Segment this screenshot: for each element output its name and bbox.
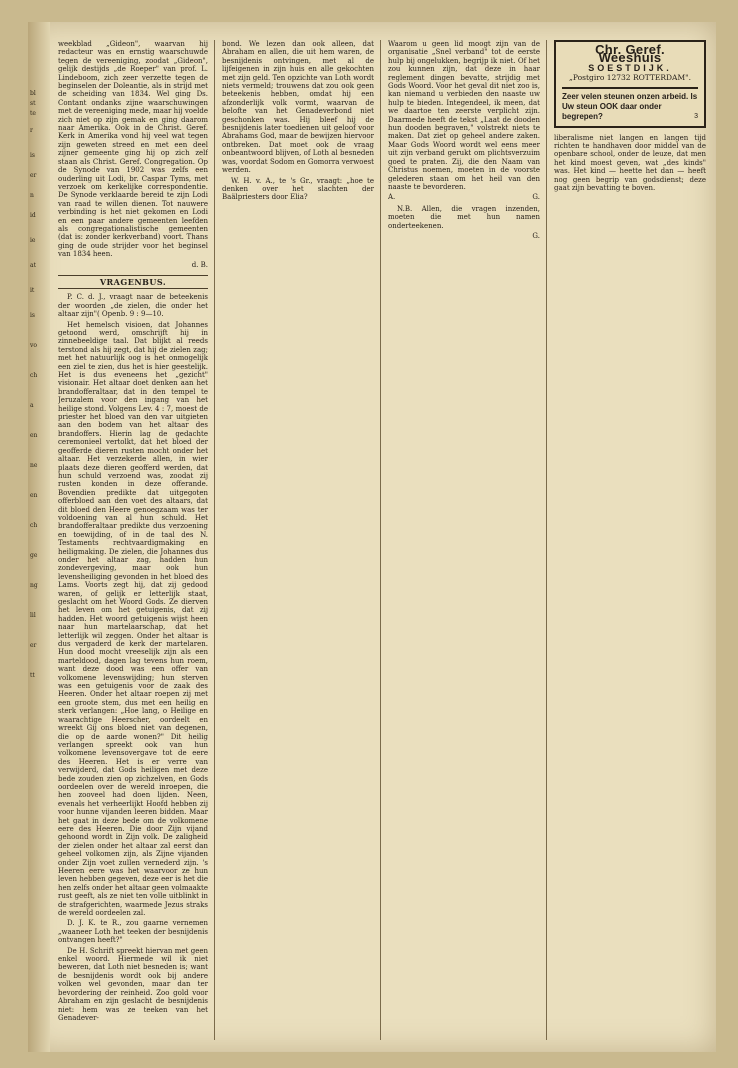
article-paragraph: Waarom u geen lid moogt zijn van de organisatie „Snel verband" tot de eerste hulp bij ongelukken, begrijp ik niet. Of het zou kunnen zijn, dat deze in haar reglement dingen bevatte, strijdig met Gods Woord. Voor het geval dit niet zoo is, kan niemand u verbieden den naaste uw hulp te bieden. Integendeel, ik meen, dat we daartoe ten zeerste verplicht zijn. Daarmede heeft de tekst „Laat de dooden hun dooden begraven," volstrekt niets te maken. Dat ziet op geheel andere zaken. Maar Gods Woord wordt wel eens meer uit zijn verband gerukt om plichtsverzuim goed te praten. Zij, die den Naam van Christus noemen, moeten in de voorste gelederen staan om het heil van den naaste te bevorderen. [388, 40, 540, 191]
column-rule [546, 40, 547, 1040]
ad-subtitle: SOESTDIJK. [588, 62, 672, 73]
column-rule [380, 40, 381, 1040]
gutter-text: ch [30, 372, 38, 379]
gutter-text: at [30, 262, 36, 269]
gutter-text: te [30, 110, 36, 117]
advertisement-box [554, 40, 706, 128]
article-signature [388, 193, 540, 201]
gutter-text: is [30, 152, 35, 159]
column-rule [214, 40, 215, 1040]
section-heading-vragenbus: VRAGENBUS. [58, 275, 208, 289]
article-paragraph: N.B. Allen, die vragen inzenden, moeten die met hun namen onderteekenen. [388, 204, 540, 230]
signature-left: A. [388, 193, 396, 202]
article-paragraph: liberalisme niet langen en langen tijd richten te handhaven door middel van de openbare school, onder de leuze, dat men het kind moest geven, wat „des kinds" was. Het kind — heette het dan — heeft nog geen begrip van godsdienst; deze gaat zijn bevatting te boven. [554, 133, 706, 193]
article-paragraph: Het hemelsch visioen, dat Johannes getoond werd, omschrijft hij in zinnebeeldige taal. Dat blijkt al reeds terstond als hij zegt, dat hij de zielen zag; met het natuurlijk oog is het onmogelijk een ziel te zien, dus het is hier geestelijk. Het is dus eveneens het „gezicht" visionair. Het altaar doet denken aan het brandofferaltaar, dat in den tempel te Jeruzalem voor den ingang van het heilige stond. Volgens Lev. 4 : 7, moest de priester het bloed van den var uitgieten aan den bodem van het altaar des brandoffers. Hierin lag de gedachte ceremonieel vertolkt, dat het bloed der geofferde dieren rusten mocht onder het altaar. Het verzekerde allen, in wier plaats deze dieren geofferd werden, dat hun schuld verzoend was, zoodat zij rusten konden in deze offerande. Bovendien predikte dat uitgegoten offerbloed aan den voet des altaars, dat dit bloed den Heere genoegzaam was ter voldoening van al hun schuld. Het brandofferaltaar predikte dus verzoening en toewijding, of in de taal des N. Testaments rechtvaardigmaking en heiligmaking. De zielen, die Johannes dus onder het altaar zag, hadden hun zondevergeving, maar ook hun levensheiliging gevonden in het bloed des Lams. Voorts zegt hij, dat zij gedood waren, of gelijk er letterlijk staat, geslacht om het Woord Gods. Ze dierven het leven om het getuigenis, dat zij hadden. Het woord getuigenis wijst heen naar hun martelaarschap, dat het letterlijk wil zeggen. Onder het altaar is dus vergaderd de kerk der martelaren. Hun dood mocht vreeselijk zijn als een marteldood, dagen lag tevens hun roem, want deze dood was een offer van volkomene levenswijding; hun sterven was een getuigenis voor de zaak des Heeren. Onder het altaar roepen zij met een groote stem, dus met een heilig en sterk verlangen: „Hoe lang, o Heilige en waarachtige Heerscher, oordeelt en wreekt Gij ons bloed niet van degenen, die op de aarde wonen?" Dit heilig verlangen spreekt ook van hun volkomene levensovergave tot de eere des Heeren. Het is er verre van verwijderd, dat Gods heiligen met deze bede zouden zien op zichzelven, en Gods oordeelen over de wereld inroepen, die hen zooveel had doen lijden. Neen, evenals het verheerlijkt Hoofd hebben zij voor hunne vijanden leeren bidden. Maar het gaat in deze bede om de volkomene eere des Heeren. Die door Zijn vijand gehoond wordt in Zijn volk. De zaligheid der zielen onder het altaar zal eerst dan geheel volkomen zijn, als Zijne vijanden onder Zijn voet zullen vernederd zijn. 's Heeren eere was het waarvoor ze hun leven hebben gegeven, deze eer is het die hen zelfs onder het altaar geen volmaakte rust geeft, als ze niet ten volle uitblinkt in de strafgerichten, waarmede Jezus straks de wereld oordeelen zal. [58, 320, 208, 918]
article-paragraph: D. J. K. te R., zou gaarne vernemen „waaneer Loth het teeken der besnijdenis ontvangen heeft?" [58, 919, 208, 945]
gutter-text: bl [30, 90, 36, 97]
gutter-text: ne [30, 462, 38, 469]
gutter-text: vo [30, 342, 38, 349]
article-signature: d. B. [191, 260, 208, 269]
ad-appeal [562, 92, 698, 122]
signature-right: G. [532, 193, 540, 202]
gutter-text: ch [30, 522, 38, 529]
left-gutter [28, 22, 50, 1052]
gutter-text: en [30, 492, 38, 499]
article-paragraph: bond. We lezen dan ook alleen, dat Abraham en allen, die uit hem waren, de besnijdenis ontvingen, met al de lijfeigenen in zijn huis en alle gekochten met zijn geld. Ten opzichte van Loth wordt niets vermeld; trouwens dat zou ook geen beteekenis hebben, omdat hij een afzonderlijk volk vormt, waarvan de belofte van het Genadeverbond niet geschonken was. Hij bleef hij de besnijdenis later toedienen uit geloof voor Abrahams God, maar de bewijzen hiervoor ontbreken. Dat moet ook de vraag onbeantwoord blijven, of Loth al besneden was, voordat Sodom en Gomorra verwoest werden. [222, 40, 374, 175]
gutter-text: en [30, 432, 38, 439]
article-paragraph: P. C. d. J., vraagt naar de beteekenis der woorden „de zielen, die onder het altaar zijn"( Openb. 9 : 9—10. [58, 293, 208, 319]
ad-giro: „Postgiro 12732 ROTTERDAM". [569, 73, 691, 83]
gutter-text: ng [30, 582, 38, 589]
gutter-text: ie [30, 237, 36, 244]
gutter-text: a [30, 402, 34, 409]
column-3 [388, 40, 540, 1040]
gutter-text: is [30, 312, 35, 319]
column-2 [222, 40, 374, 1040]
newspaper-page [28, 22, 716, 1052]
ad-title: Chr. Geref. Weeshuis [595, 42, 665, 66]
ad-divider [562, 87, 698, 89]
column-1 [58, 40, 208, 1040]
article-signature: G. [532, 231, 540, 240]
article-paragraph: W. H. v. A., te 's Gr., vraagt: „hoe te denken over het slachten der Baälpriesters door Elia? [222, 176, 374, 202]
gutter-text: n [30, 192, 34, 199]
gutter-text: it [30, 287, 35, 294]
column-4 [554, 40, 706, 1040]
gutter-text: ge [30, 552, 38, 559]
gutter-text: r [30, 127, 33, 134]
gutter-text: st [30, 100, 36, 107]
gutter-text: er [30, 172, 37, 179]
gutter-text: id [30, 212, 36, 219]
gutter-text: er [30, 642, 37, 649]
gutter-text: lil [30, 612, 36, 619]
ad-number: 3 [694, 112, 698, 120]
ad-appeal-text: Zeer velen steunen onzen arbeid. Is Uw steun OOK daar onder begrepen? [562, 91, 698, 121]
gutter-text: tt [30, 672, 35, 679]
article-paragraph: weekblad „Gideon", waarvan hij redacteur was en ernstig waarschuwde tegen de vereeniging, zoodat „Gideon", gelijk destijds „de Roeper" van prof. L. Lindeboom, zich zeer verzette tegen de beginselen der Doleantie, als in strijd met de scheiding van 1834. Wel ging Ds. Contant ondanks zijne waarschuwingen met de vereeniging mede, maar hij voelde zich niet op zijn gemak en ging daarom naar Amerika. Ook in de Christ. Geref. Kerk in Amerika vond hij veel wat tegen zijn geweten streed en met een deel zijner gemeente ging hij op zich zelf staan als Christ. Geref. Congregation. Op de Synode van 1902 was zelfs een ouderling uit Lodi, br. Caspar Tyms, met verzoek om kerkelijke correspondentie. De Synode verklaarde bereid te zijn Lodi van raad te willen dienen. Tot nauwere verbinding is het niet gekomen en Lodi en een paar andere gemeenten leefden als congregationalistische gemeenten (dat is: zonder kerkverband) voort. Thans ging de oude strijder voor het beginsel van 1834 heen. [58, 40, 208, 259]
article-paragraph: De H. Schrift spreekt hiervan met geen enkel woord. Hiermede wil ik niet beweren, dat Loth niet besneden is; want de besnijdenis wordt ook bij andere volken wel gevonden, maar dan ter bevordering der reinheid. Zoo gold voor Abraham en zijn geslacht de besnijdenis niet: hem was ze teeken van het Genadever- [58, 946, 208, 1022]
